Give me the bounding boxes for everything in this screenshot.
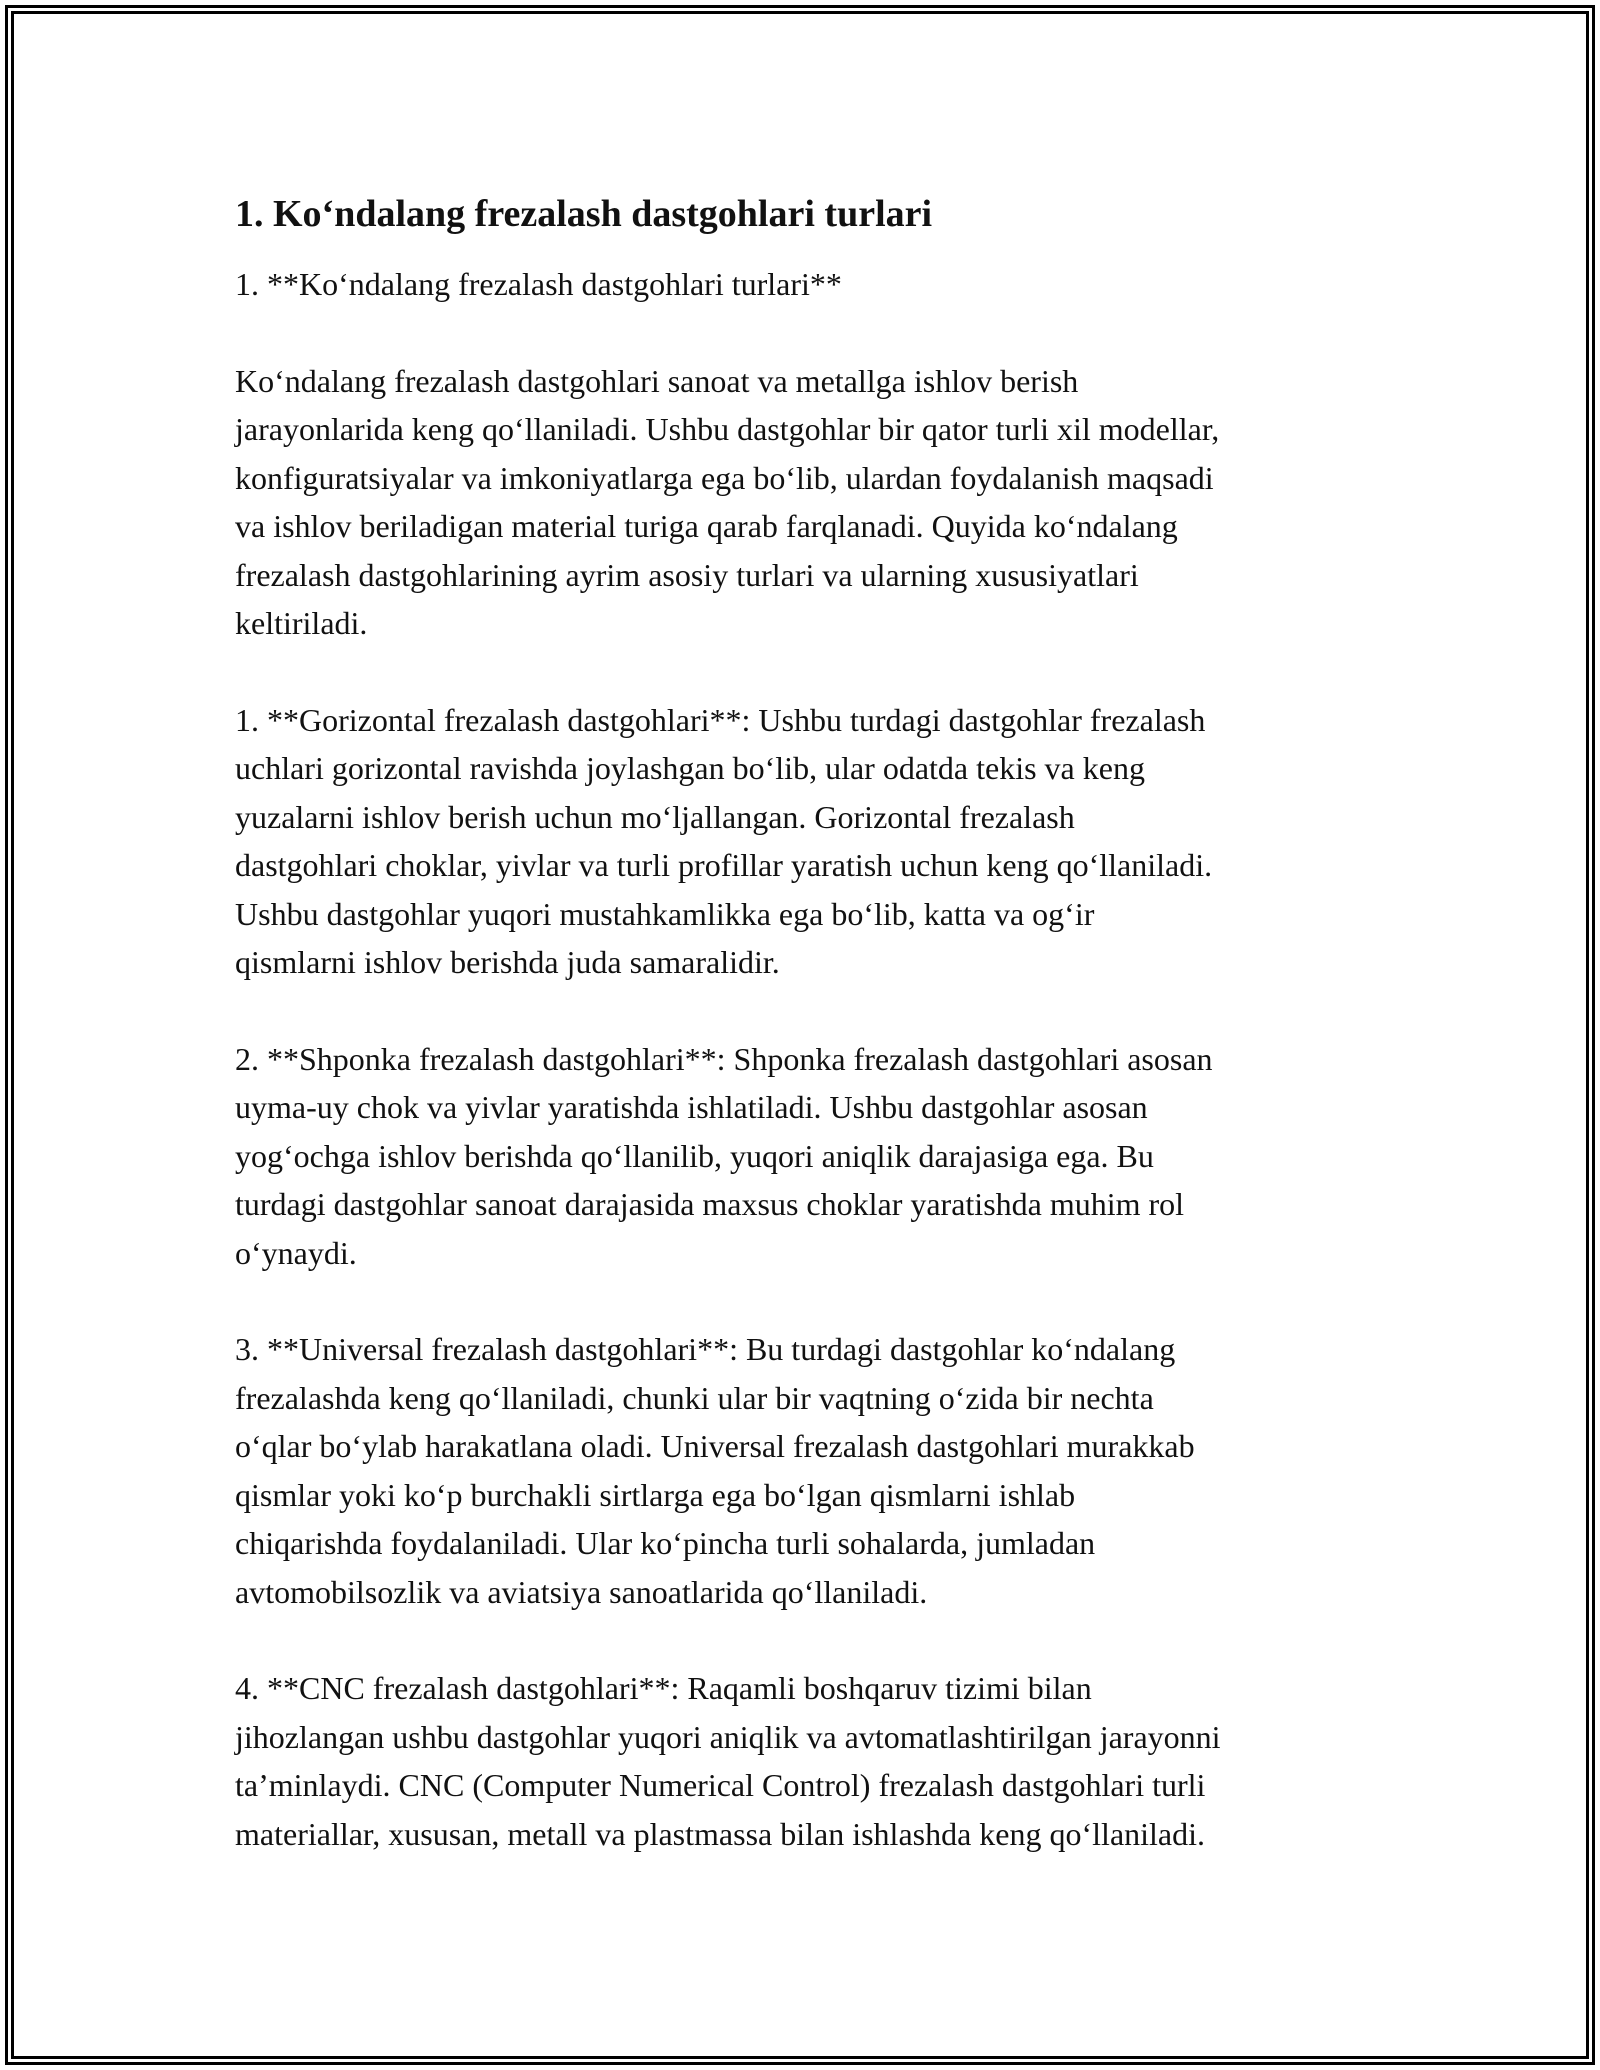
list-item-cnc-milling: 4. **CNC frezalash dastgohlari**: Raqamli boshqaruv tizimi bilan jihozlangan ushbu dastgohlar yuqori aniqlik va avtomatlashtirilgan jarayonni ta’minlaydi. CNC (Computer Numerical Control) frezalash dastgohlari turli materiallar, xususan, metall va plastmassa bilan ishlashda keng qo‘llaniladi. [235,1670,1221,1852]
intro-paragraph: Ko‘ndalang frezalash dastgohlari sanoat va metallga ishlov berish jarayonlarida keng qo‘llaniladi. Ushbu dastgohlar bir qator turli xil modellar, konfiguratsiyalar va imkoniyatlarga ega bo‘lib, ulardan foydalanish maqsadi va ishlov beriladigan material turiga qarab farqlanadi. Quyida ko‘ndalang frezalash dastgohlarining ayrim asosiy turlari va ularning xususiyatlari keltiriladi. [235,362,1220,641]
list-item-universal-milling: 3. **Universal frezalash dastgohlari**: Bu turdagi dastgohlar ko‘ndalang frezalashda keng qo‘llaniladi, chunki ular bir vaqtning o‘zida bir nechta o‘qlar bo‘ylab harakatlana oladi. Universal frezalash dastgohlari murakkab qismlar yoki ko‘p burchakli sirtlarga ega bo‘lgan qismlarni ishlab chiqarishda foydalaniladi. Ular ko‘pincha turli sohalarda, jumladan avtomobilsozlik va aviatsiya sanoatlarida qo‘llaniladi. [235,1331,1195,1610]
document-body [235,188,1375,1906]
subheading-paragraph: 1. **Ko‘ndalang frezalash dastgohlari turlari** [235,266,842,302]
list-item-keyway-milling: 2. **Shponka frezalash dastgohlari**: Shponka frezalash dastgohlari asosan uyma-uy chok va yivlar yaratishda ishlatiladi. Ushbu dastgohlar asosan yog‘ochga ishlov berishda qo‘llanilib, yuqori aniqlik darajasiga ega. Bu turdagi dastgohlar sanoat darajasida maxsus choklar yaratishda muhim rol o‘ynaydi. [235,1040,1213,1271]
document-title: 1. Ko‘ndalang frezalash dastgohlari turlari [235,193,933,235]
list-item-horizontal-milling: 1. **Gorizontal frezalash dastgohlari**: Ushbu turdagi dastgohlar frezalash uchlari gorizontal ravishda joylashgan bo‘lib, ular odatda tekis va keng yuzalarni ishlov berish uchun mo‘ljallangan. Gorizontal frezalash dastgohlari choklar, yivlar va turli profillar yaratish uchun keng qo‘llaniladi. Ushbu dastgohlar yuqori mustahkamlikka ega bo‘lib, katta va og‘ir qismlarni ishlov berishda juda samaralidir. [235,701,1213,980]
